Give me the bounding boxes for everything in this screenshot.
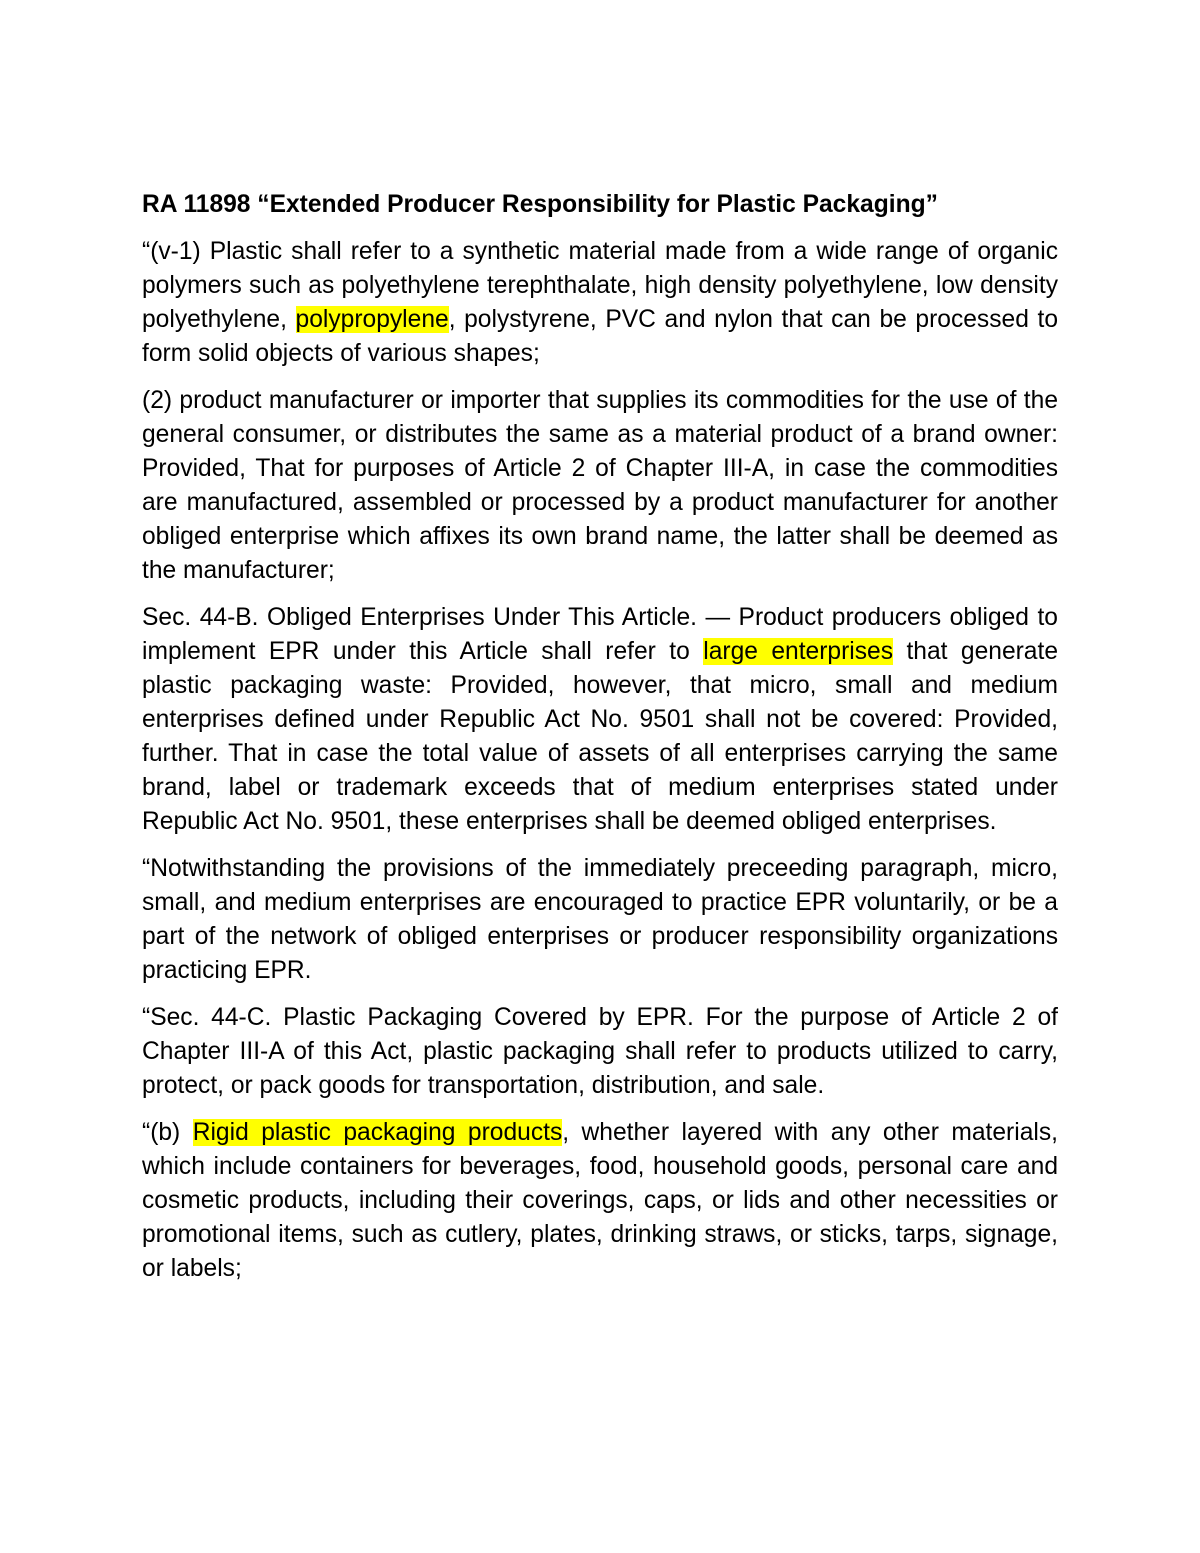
document-page — [142, 188, 1058, 1299]
paragraph-text: “(v-1) Plastic shall refer to a synthetic material made from a wide range of organic polymers such as polyethylene terephthalate, high density polyethylene, low density polyethylene, — [142, 238, 1058, 333]
paragraph-sec-44c: “Sec. 44-C. Plastic Packaging Covered by EPR. For the purpose of Article 2 of Chapter III-A of this Act, plastic packaging shall refer to products utilized to carry, protect, or pack goods for transportation, distribution, and sale. — [142, 1004, 1058, 1099]
paragraph-text: that generate plastic packaging waste: Provided, however, that micro, small and medium enterprises defined under Republic Act No. 9501 shall not be covered: Provided, further. That in case the total value of assets of all enterprises carrying the same brand, label or trademark exceeds that of medium enterprises stated under Republic Act No. 9501, these enterprises shall be deemed obliged enterprises. — [142, 638, 1058, 835]
paragraph-notwithstanding: “Notwithstanding the provisions of the immediately preceeding paragraph, micro, small, and medium enterprises are encouraged to practice EPR voluntarily, or be a part of the network of obliged enterprises or producer responsibility organizations practicing EPR. — [142, 855, 1058, 984]
paragraph-text: , whether layered with any other materials, which include containers for beverages, food, household goods, personal care and cosmetic products, including their coverings, caps, or lids and other necessities or promotional items, such as cutlery, plates, drinking straws, or sticks, tarps, signage, or labels; — [142, 1119, 1058, 1282]
paragraph-text: “(b) — [142, 1119, 193, 1146]
paragraph-sec-44b — [142, 601, 1058, 839]
paragraph-rigid-packaging — [142, 1116, 1058, 1286]
highlighted-term: Rigid plastic packaging products — [192, 1119, 563, 1146]
paragraph-plastic-definition — [142, 235, 1058, 371]
document-title: RA 11898 “Extended Producer Responsibility for Plastic Packaging” — [142, 191, 938, 218]
highlighted-term: large enterprises — [703, 638, 894, 665]
paragraph-text: Sec. 44-B. Obliged Enterprises Under This Article. — Product producers obliged to implement EPR under this Article shall refer to — [142, 604, 1058, 665]
highlighted-term: polypropylene — [295, 306, 449, 333]
paragraph-text: , polystyrene, PVC and nylon that can be processed to form solid objects of various shapes; — [142, 306, 1058, 367]
paragraph-product-manufacturer: (2) product manufacturer or importer that supplies its commodities for the use of the general consumer, or distributes the same as a material product of a brand owner: Provided, That for purposes of Article 2 of Chapter III-A, in case the commodities are manufactured, assembled or processed by a product manufacturer for another obliged enterprise which affixes its own brand name, the latter shall be deemed as the manufacturer; — [142, 387, 1058, 584]
